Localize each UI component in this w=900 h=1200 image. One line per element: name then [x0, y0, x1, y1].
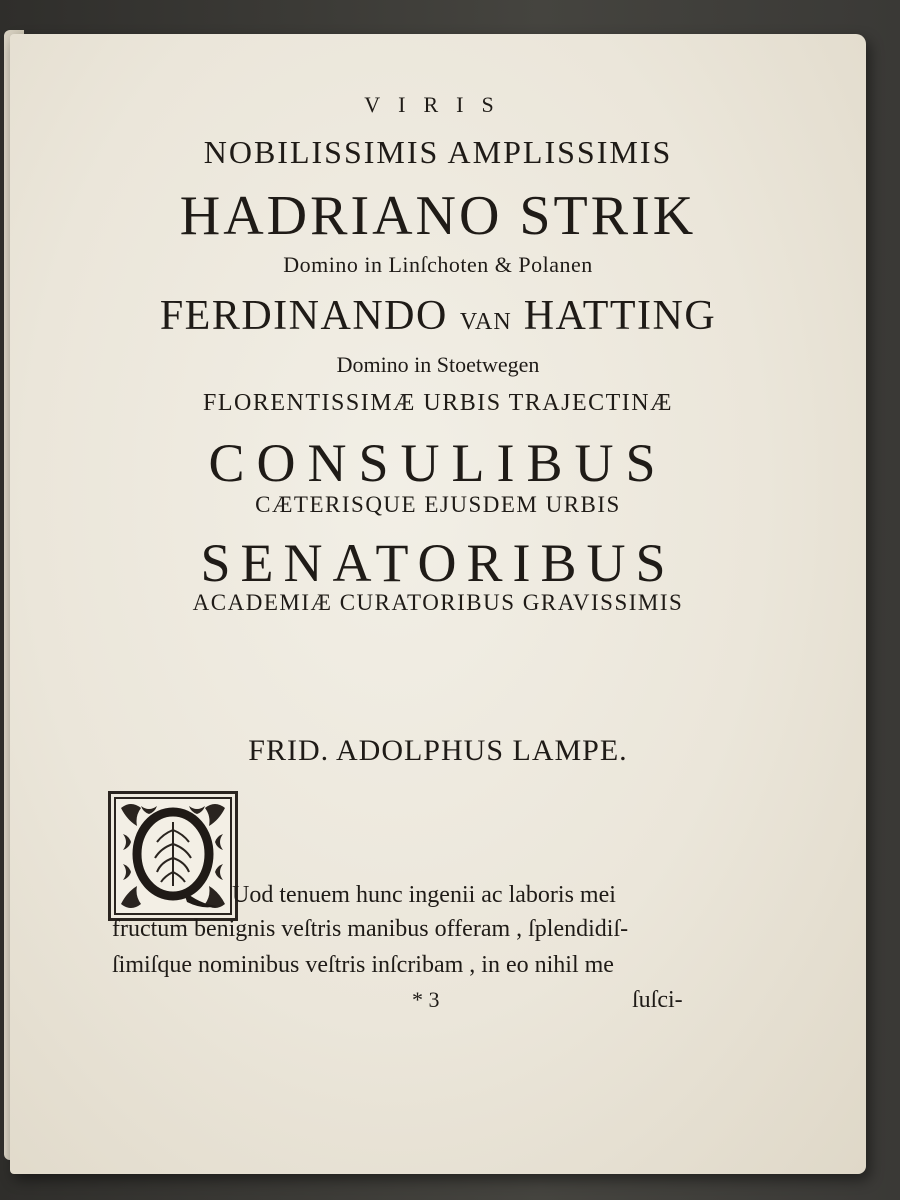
author-name: FRID. ADOLPHUS LAMPE. [248, 734, 628, 767]
dedication-nobilissimis: NOBILISSIMIS AMPLISSIMIS [203, 134, 673, 170]
dedication-academiae: ACADEMIÆ CURATORIBUS GRAVISSIMIS [192, 590, 684, 615]
catchword: ſuſci- [632, 987, 683, 1013]
body-line-2: fructum benignis veſtris manibus offeram , ſplendidiſ- [112, 916, 629, 942]
body-line-1: Uod tenuem hunc ingenii ac laboris mei [232, 882, 616, 908]
body-line-3: ſimiſque nominibus veſtris inſcribam , in eo nihil me [112, 952, 614, 978]
ferdinando-hatting: HATTING [523, 293, 717, 339]
dedication-senatoribus: SENATORIBUS [200, 533, 676, 593]
book-page [10, 34, 866, 1174]
ferdinando-van: VAN [459, 309, 512, 335]
dedication-florentissimae: FLORENTISSIMÆ URBIS TRAJECTINÆ [203, 390, 673, 416]
decorated-initial-q-icon [108, 791, 238, 921]
dedication-domino-stoetwegen: Domino in Stoetwegen [336, 352, 540, 377]
dedication-caeterisque: CÆTERISQUE EJUSDEM URBIS [255, 492, 621, 517]
ferdinando-name: FERDINANDO [159, 293, 448, 339]
dedication-ferdinando [10, 292, 866, 340]
dedication-consulibus: CONSULIBUS [208, 433, 668, 493]
dedication-domino-linschoten: Domino in Linſchoten & Polanen [283, 252, 593, 277]
signature-mark: * 3 [412, 987, 440, 1012]
dedication-viris: VIRIS [364, 92, 512, 117]
dedication-hadriano: HADRIANO STRIK [179, 185, 697, 247]
initial-ornament-svg [111, 794, 235, 918]
